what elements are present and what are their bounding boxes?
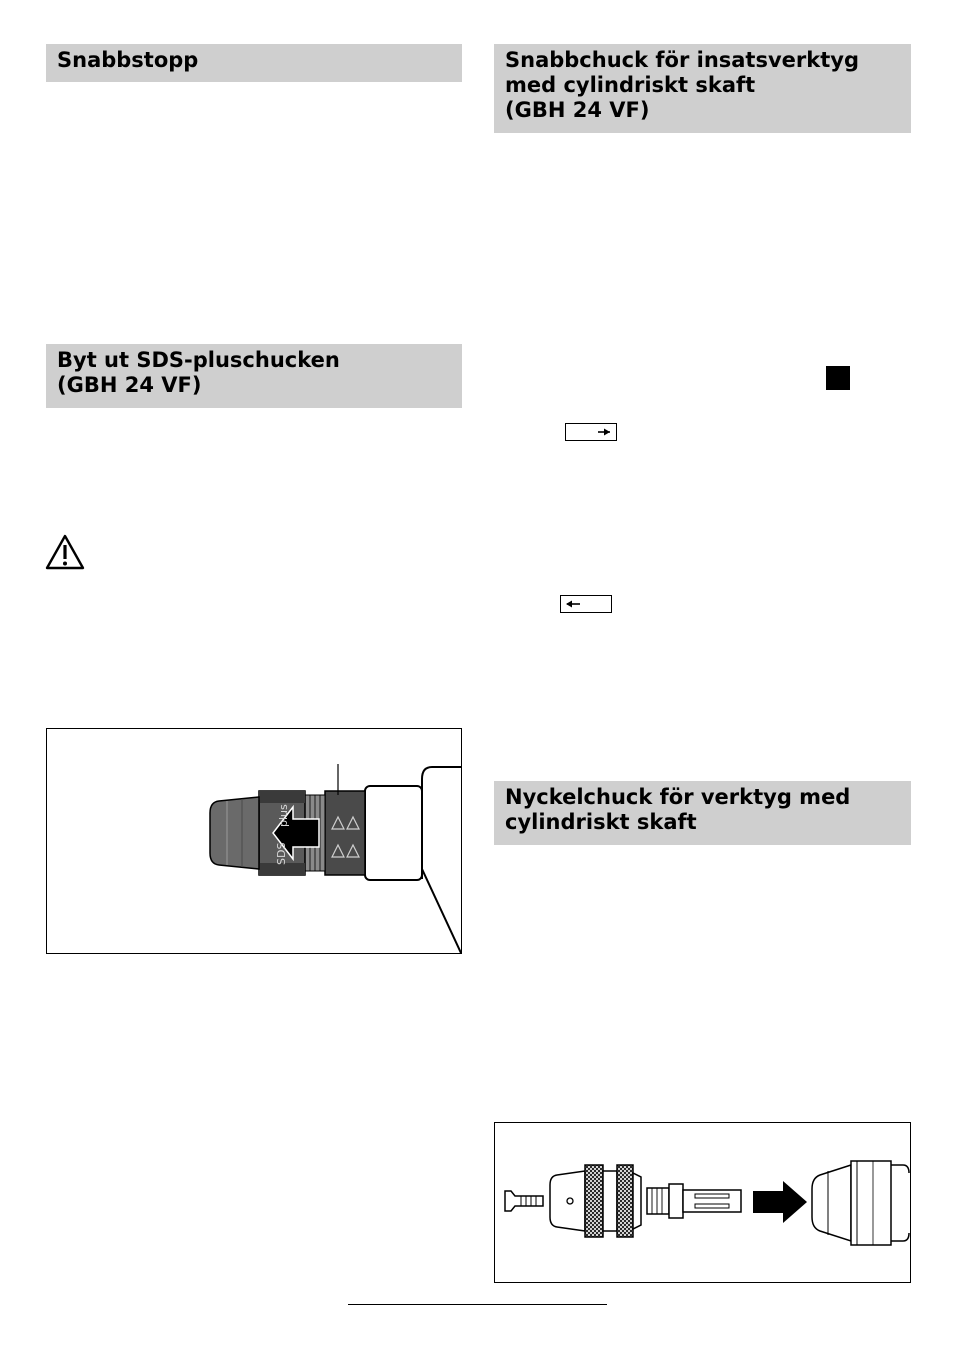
section-heading-byt-ut-sds-pluschucken — [46, 344, 462, 408]
footer-rule — [348, 1304, 607, 1305]
section-heading-nyckelchuck — [494, 781, 911, 845]
sds-label: SDS — [275, 842, 288, 865]
heading-text-line1: Byt ut SDS-pluschucken — [57, 348, 340, 372]
heading-text-line2: med cylindriskt skaft — [505, 73, 756, 97]
heading-text: Snabbstopp — [57, 48, 199, 72]
arrow-right-icon — [566, 424, 616, 440]
heading-text-line2: cylindriskt skaft — [505, 810, 697, 834]
arrow-left-box — [560, 595, 612, 613]
heading-text-line2: (GBH 24 VF) — [57, 373, 202, 397]
heading-text-line1: Nyckelchuck för verktyg med — [505, 785, 851, 809]
section-heading-snabbstopp — [46, 44, 462, 82]
black-square-marker — [826, 366, 850, 390]
arrow-left-icon — [561, 596, 611, 612]
heading-text-line3: (GBH 24 VF) — [505, 98, 650, 122]
section-heading-snabbchuck — [494, 44, 911, 133]
heading-text-line1: Snabbchuck för insatsverktyg — [505, 48, 859, 72]
warning-triangle-icon — [45, 534, 85, 570]
key-chuck-illustration — [495, 1123, 910, 1282]
arrow-right-box — [565, 423, 617, 441]
figure-key-chuck — [494, 1122, 911, 1283]
sds-chuck-illustration — [47, 729, 461, 953]
plus-label: plus — [277, 804, 290, 827]
figure-sds-chuck — [46, 728, 462, 954]
